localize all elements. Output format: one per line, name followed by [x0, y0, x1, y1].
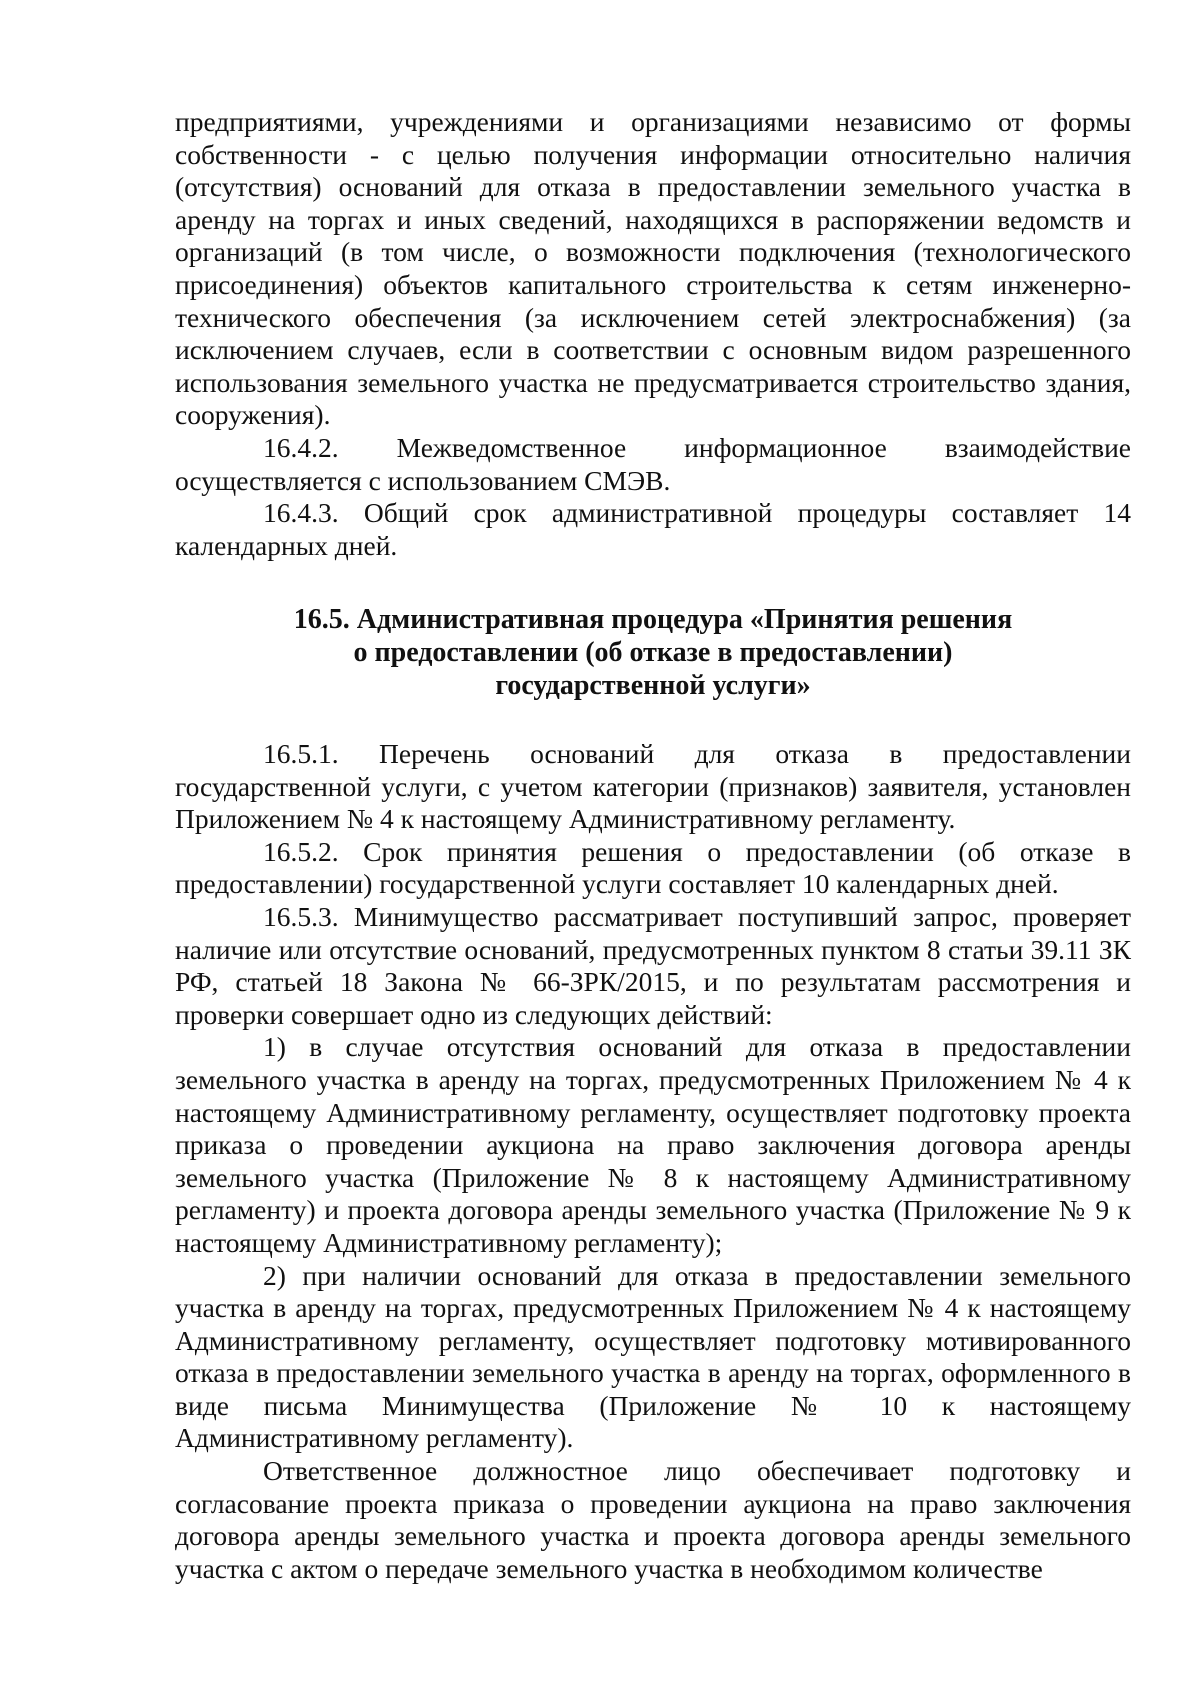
list-item-2: 2) при наличии оснований для отказа в предоставлении земельного участка в аренду на торгах, предусмотренных Приложением № 4 к настоящему Административному регламенту, осуществляет подготовку мотивированного отказа в предоставлении земельного участка в аренду на торгах, оформленного в виде письма Минимущества (Приложение № 10 к настоящему Административному регламенту). [175, 1259, 1131, 1454]
paragraph-16-5-1: 16.5.1. Перечень оснований для отказа в предоставлении государственной услуги, с учетом категории (признаков) заявителя, установлен Приложением № 4 к настоящему Административному регламенту. [175, 738, 1131, 835]
paragraph-continuation: предприятиями, учреждениями и организациями независимо от формы собственности - с целью получения информации относительно наличия (отсутствия) оснований для отказа в предоставлении земельного участка в аренду на торгах и иных сведений, находящихся в распоряжении ведомств и организаций (в том числе, о возможности подключения (технологического присоединения) объектов капитального строительства к сетям инженерно-технического обеспечения (за исключением сетей электроснабжения) (за исключением случаев, если в соответствии с основным видом разрешенного использования земельного участка не предусматривается строительство здания, сооружения). [175, 106, 1131, 431]
paragraph-16-4-2: 16.4.2. Межведомственное информационное взаимодействие осуществляется с использованием СМЭВ. [175, 431, 1131, 496]
heading-line-2: о предоставлении (об отказе в предоставлении) [353, 637, 953, 668]
list-item-1: 1) в случае отсутствия оснований для отказа в предоставлении земельного участка в аренду на торгах, предусмотренных Приложением № 4 к настоящему Административному регламенту, осуществляет подготовку проекта приказа о проведении аукциона на право заключения договора аренды земельного участка (Приложение № 8 к настоящему Административному регламенту) и проекта договора аренды земельного участка (Приложение № 9 к настоящему Административному регламенту); [175, 1031, 1131, 1258]
paragraph-16-5-2: 16.5.2. Срок принятия решения о предоставлении (об отказе в предоставлении) государственной услуги составляет 10 календарных дней. [175, 835, 1131, 900]
paragraph-16-5-3: 16.5.3. Минимущество рассматривает поступивший запрос, проверяет наличие или отсутствие оснований, предусмотренных пунктом 8 статьи 39.11 ЗК РФ, статьей 18 Закона № 66-ЗРК/2015, и по результатам рассмотрения и проверки совершает одно из следующих действий: [175, 900, 1131, 1030]
paragraph-responsible-person: Ответственное должностное лицо обеспечивает подготовку и согласование проекта приказа о проведении аукциона на право заключения договора аренды земельного участка и проекта договора аренды земельного участка с актом о передаче земельного участка в необходимом количестве [175, 1455, 1131, 1584]
heading-line-3: государственной услуги» [495, 670, 811, 701]
heading-line-1: 16.5. Административная процедура «Принятия решения [293, 604, 1013, 635]
text-block-main [175, 738, 1131, 1585]
paragraph-16-4-3: 16.4.3. Общий срок административной процедуры составляет 14 календарных дней. [175, 497, 1131, 561]
text-block-top [175, 106, 1131, 562]
section-heading-16-5 [175, 603, 1131, 702]
